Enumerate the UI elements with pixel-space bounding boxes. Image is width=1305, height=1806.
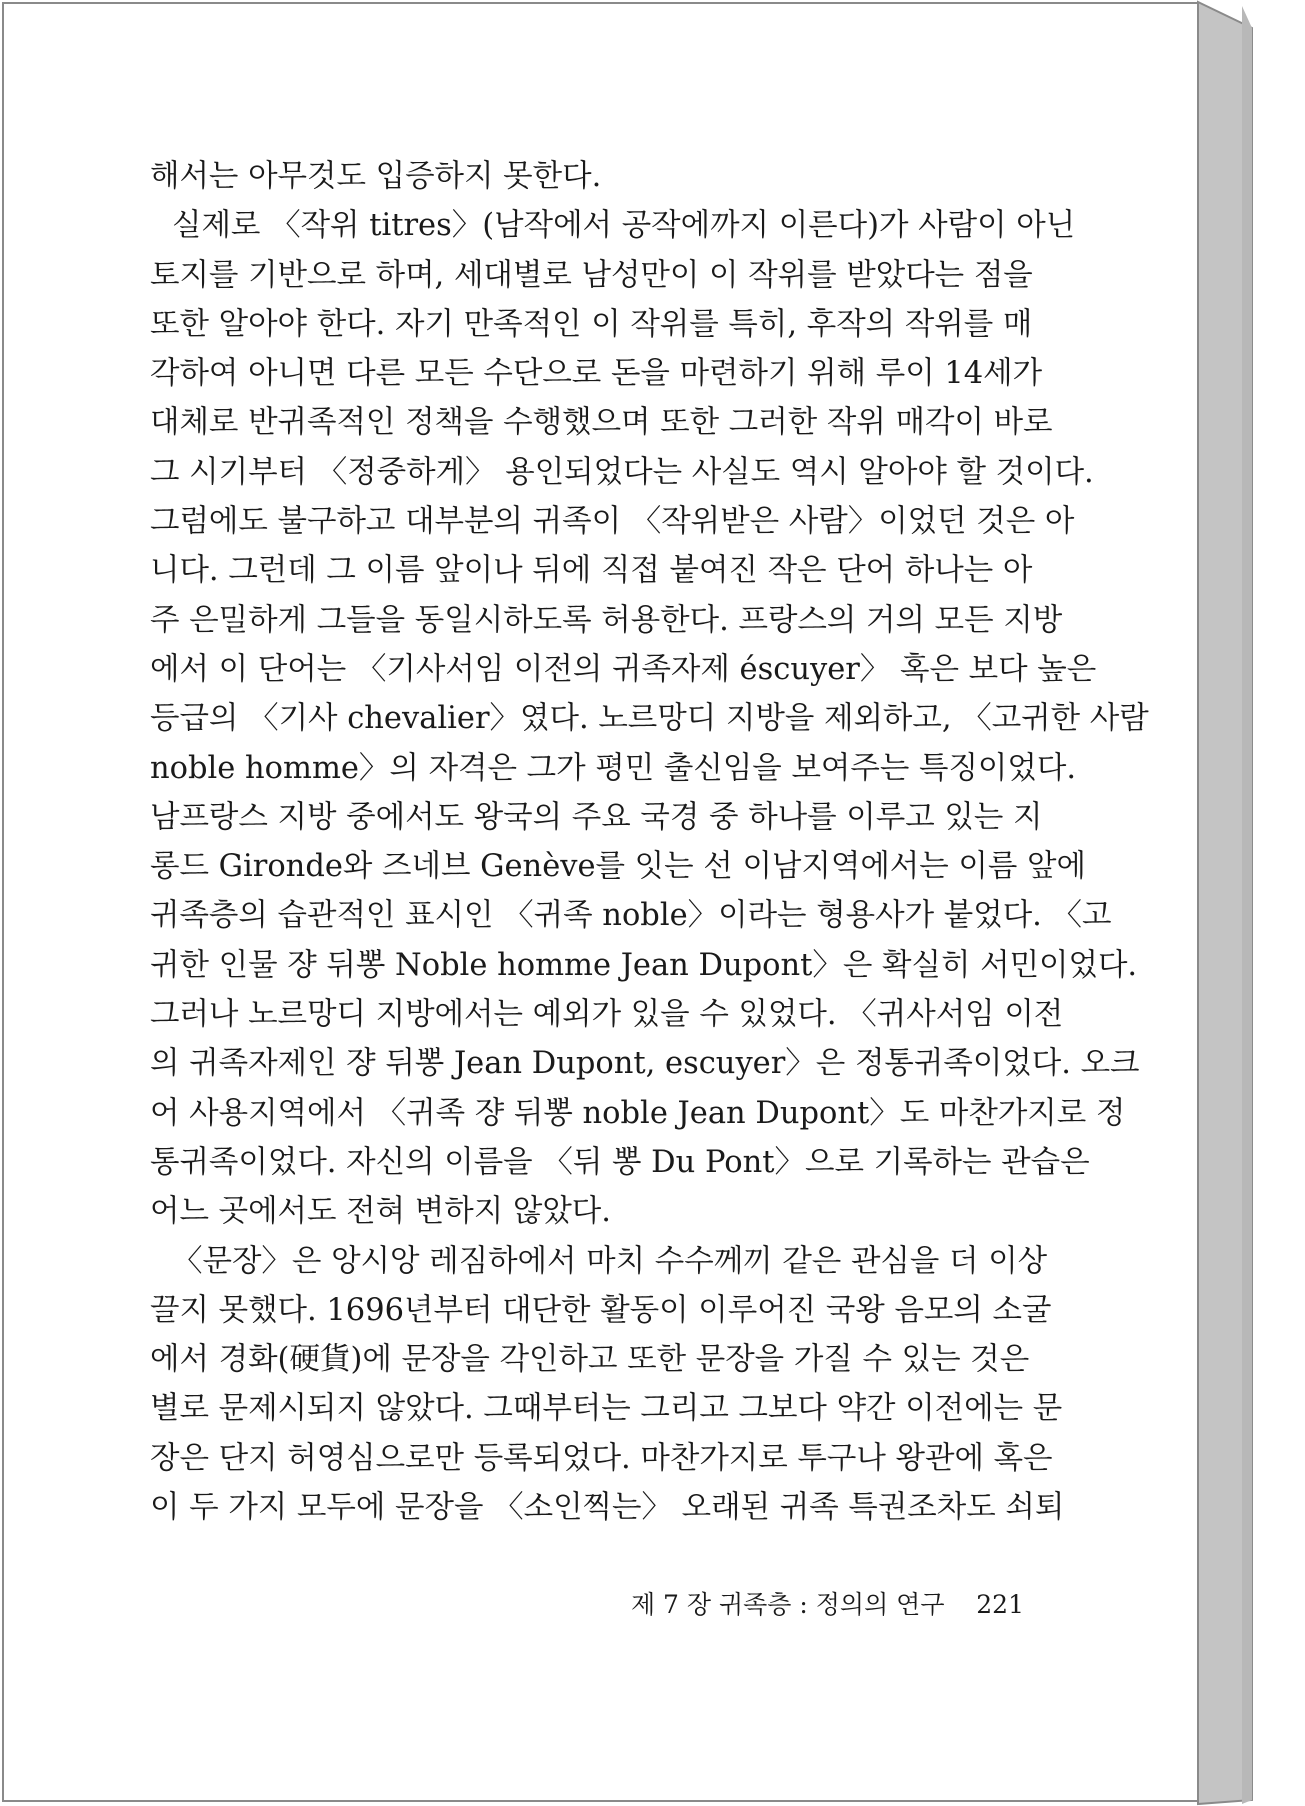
text-line: noble homme〉의 자격은 그가 평민 출신임을 보여주는 특징이었다. — [150, 750, 1077, 786]
text-line: 에서 경화(硬貨)에 문장을 각인하고 또한 문장을 가질 수 있는 것은 — [150, 1342, 1030, 1378]
footer-chapter-title: 제 7 장 귀족층 : 정의의 연구 — [630, 1590, 945, 1619]
text-line: 각하여 아니면 다른 모든 수단으로 돈을 마련하기 위해 루이 14세가 — [150, 356, 1043, 392]
text-line: 어 사용지역에서 〈귀족 쟝 뒤뽕 noble Jean Dupont〉도 마찬가지로 정 — [150, 1095, 1126, 1131]
text-line: 그럼에도 불구하고 대부분의 귀족이 〈작위받은 사람〉이었던 것은 아 — [150, 504, 1075, 540]
text-line: 어느 곳에서도 전혀 변하지 않았다. — [150, 1194, 611, 1230]
footer-page-number: 221 — [976, 1590, 1024, 1619]
text-line: 귀족층의 습관적인 표시인 〈귀족 noble〉이라는 형용사가 붙었다. 〈고 — [150, 898, 1112, 934]
text-line: 〈문장〉은 앙시앙 레짐하에서 마치 수수께끼 같은 관심을 더 이상 — [172, 1243, 1048, 1279]
text-line: 해서는 아무것도 입증하지 못한다. — [150, 159, 602, 194]
body-text — [150, 152, 1149, 1532]
text-line: 의 귀족자제인 쟝 뒤뽕 Jean Dupont, escuyer〉은 정통귀족이었다. 오크 — [150, 1046, 1140, 1082]
text-line: 통귀족이었다. 자신의 이름을 〈뒤 뽕 Du Pont〉으로 기록하는 관습은 — [150, 1144, 1090, 1180]
text-line: 롱드 Gironde와 즈네브 Genève를 잇는 선 이남지역에서는 이름 앞에 — [150, 849, 1086, 885]
text-line: 그 시기부터 〈정중하게〉 용인되었다는 사실도 역시 알아야 할 것이다. — [150, 454, 1094, 490]
page-stack-edge — [1196, 0, 1305, 1806]
text-line: 귀한 인물 쟝 뒤뽕 Noble homme Jean Dupont〉은 확실히 서민이었다. — [150, 947, 1138, 983]
text-line: 남프랑스 지방 중에서도 왕국의 주요 국경 중 하나를 이루고 있는 지 — [150, 799, 1043, 835]
text-line: 등급의 〈기사 chevalier〉였다. 노르망디 지방을 제외하고, 〈고귀한 사람 — [150, 701, 1149, 737]
text-line: 끌지 못했다. 1696년부터 대단한 활동이 이루어진 국왕 음모의 소굴 — [150, 1292, 1052, 1328]
text-line: 이 두 가지 모두에 문장을 〈소인찍는〉 오래된 귀족 특권조차도 쇠퇴 — [150, 1490, 1065, 1526]
text-line: 대체로 반귀족적인 정책을 수행했으며 또한 그러한 작위 매각이 바로 — [150, 405, 1053, 441]
text-line: 토지를 기반으로 하며, 세대별로 남성만이 이 작위를 받았다는 점을 — [150, 257, 1033, 293]
running-footer — [600, 1585, 1024, 1621]
text-line: 실제로 〈작위 titres〉(남작에서 공작에까지 이른다)가 사람이 아닌 — [172, 208, 1076, 244]
text-line: 니다. 그런데 그 이름 앞이나 뒤에 직접 붙여진 작은 단어 하나는 아 — [150, 553, 1033, 589]
text-line: 그러나 노르망디 지방에서는 예외가 있을 수 있었다. 〈귀사서임 이전 — [150, 997, 1064, 1033]
text-line: 별로 문제시되지 않았다. 그때부터는 그리고 그보다 약간 이전에는 문 — [150, 1391, 1063, 1427]
text-line: 또한 알아야 한다. 자기 만족적인 이 작위를 특히, 후작의 작위를 매 — [150, 306, 1033, 342]
text-line: 에서 이 단어는 〈기사서임 이전의 귀족자제 éscuyer〉 혹은 보다 높은 — [150, 651, 1097, 687]
text-line: 주 은밀하게 그들을 동일시하도록 허용한다. 프랑스의 거의 모든 지방 — [150, 602, 1063, 638]
text-line: 장은 단지 허영심으로만 등록되었다. 마찬가지로 투구나 왕관에 혹은 — [150, 1440, 1053, 1476]
